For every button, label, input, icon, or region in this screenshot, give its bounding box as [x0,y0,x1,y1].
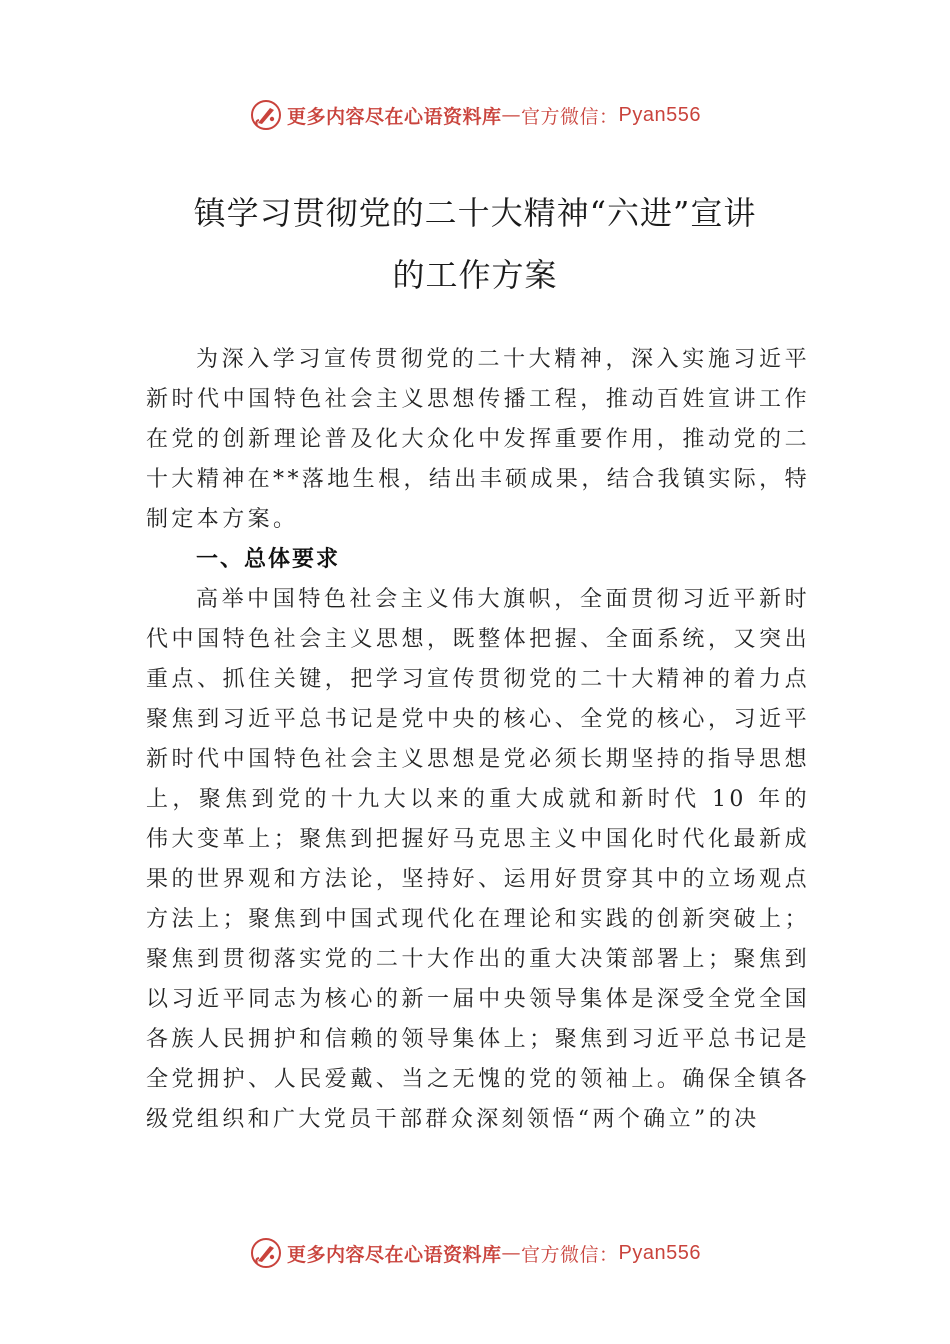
watermark-wechat-label: 官方微信： [521,105,619,128]
intro-paragraph: 为深入学习宣传贯彻党的二十大精神，深入实施习近平新时代中国特色社会主义思想传播工程，推动百姓宣讲工作在党的创新理论普及化大众化中发挥重要作用，推动党的二十大精神在**落地生根，结出丰硕成果，结合我镇实际，特制定本方案。 [146,347,810,532]
section-paragraph: 高举中国特色社会主义伟大旗帜，全面贯彻习近平新时代中国特色社会主义思想，既整体把握、全面系统，又突出重点、抓住关键，把学习宣传贯彻党的二十大精神的着力点聚焦到习近平总书记是党中央的核心、全党的核心，习近平新时代中国特色社会主义思想是党必须长期坚持的指导思想上，聚焦到党的十九大以来的重大成就和新时代 10 年的伟大变革上；聚焦到把握好马克思主义中国化时代化最新成果的世界观和方法论，坚持好、运用好贯穿其中的立场观点方法上；聚焦到中国式现代化在理论和实践的创新突破上；聚焦到贯彻落实党的二十大作出的重大决策部署上；聚焦到以习近平同志为核心的新一届中央领导集体是深受全党全国各族人民拥护和信赖的领导集体上；聚焦到习近平总书记是全党拥护、人民爱戴、当之无愧的党的领袖上。确保全镇各级党组织和广大党员干部群众深刻领悟“两个确立”的决 [146,587,810,1132]
brush-pen-circle-icon [249,98,283,132]
title-line-1: 镇学习贯彻党的二十大精神“六进”宣讲 [193,194,757,232]
watermark-wechat-id: Pyan556 [618,1241,701,1264]
watermark-separator: — [501,1242,522,1264]
watermark-brand: 更多内容尽在心语资料库 [287,105,502,128]
watermark-separator: — [501,104,522,126]
watermark-brand: 更多内容尽在心语资料库 [287,1243,502,1266]
brush-pen-circle-icon [249,1236,283,1270]
footer-watermark [0,1233,950,1273]
header-watermark [0,95,950,135]
watermark-wechat-id: Pyan556 [618,103,701,126]
document-title [100,182,850,306]
watermark-wechat-label: 官方微信： [521,1243,619,1266]
section-heading: 一、总体要求 [196,547,341,572]
title-line-2: 的工作方案 [392,256,558,294]
document-body [146,340,810,1140]
